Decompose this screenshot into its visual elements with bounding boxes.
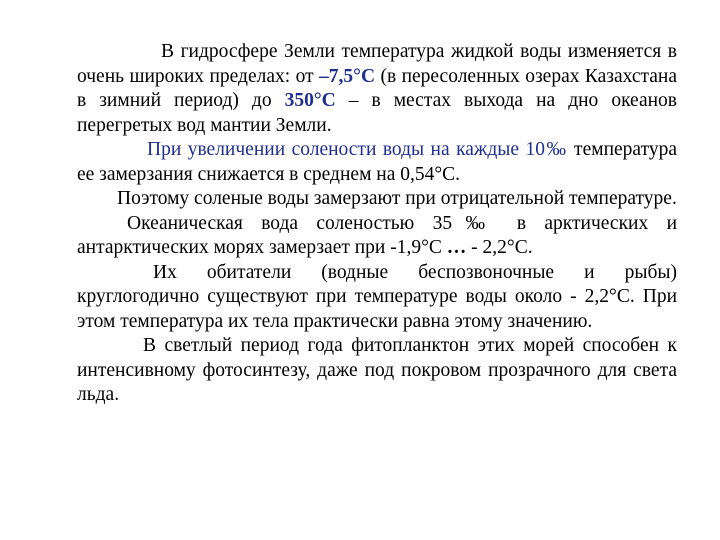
p6-text: В светлый период года фитопланктон этих морей способен к интенсивному фотосинтезу, даже под покровом прозрачного для света льда.: [77, 335, 677, 405]
p4-ellipsis: …: [446, 237, 467, 258]
p4-after: - 2,2°С.: [466, 237, 533, 258]
p4-before: Океаническая вода соленостью 35‰ в арктических и антарктических морях замерзает при -1,9°С: [77, 212, 677, 258]
paragraph-salinity-effect: [77, 138, 677, 187]
text-body: [77, 40, 677, 408]
p1-outro: – в местах выхода на дно океанов перегретых вод мантии Земли.: [77, 90, 677, 136]
max-temperature: 350°С: [284, 90, 336, 111]
p1-intro: В гидросфере Земли температура жидкой воды изменяется в очень широких пределах: от: [77, 41, 677, 87]
p5-text: Их обитатели (водные беспозвоночные и рыбы) круглогодично существуют при температуре воды около - 2,2°С. При этом температура их тела практически равна этому значению.: [77, 261, 677, 332]
min-temperature: –7,5°С: [319, 65, 376, 87]
paragraph-ocean-water: [77, 212, 677, 261]
paragraph-salt-water-freezing: [77, 187, 677, 212]
paragraph-inhabitants: [77, 261, 677, 335]
p2-intro: При увеличении солености воды на каждые 10‰: [147, 139, 568, 160]
p1-middle: (в пересоленных озерах Казахстана в зимний период) до: [77, 65, 678, 111]
p2-rest: температура ее замерзания снижается в среднем на 0,54°С.: [77, 139, 677, 185]
p3-text: Поэтому соленые воды замерзают при отрицательной температуре.: [117, 188, 677, 209]
paragraph-phytoplankton: [77, 334, 677, 408]
paragraph-temperature-range: [77, 40, 677, 138]
